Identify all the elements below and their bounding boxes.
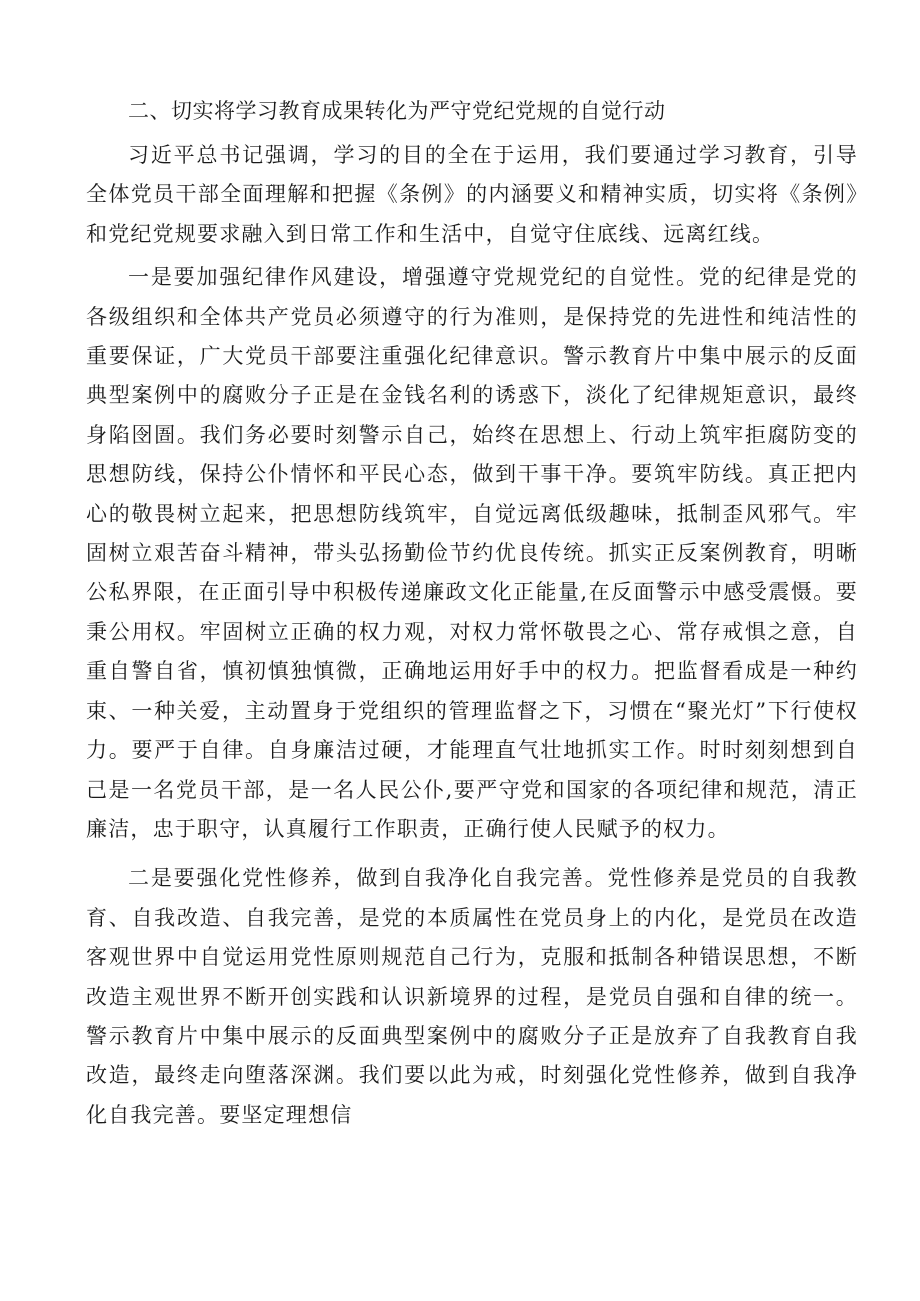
section-heading: 二、切实将学习教育成果转化为严守党纪党规的自觉行动 bbox=[128, 99, 666, 123]
document-body bbox=[86, 92, 858, 1139]
paragraph-discipline: 一是要加强纪律作风建设，增强遵守党规党纪的自觉性。党的纪律是党的各级组织和全体共产党员必须遵守的行为准则，是保持党的先进性和纯洁性的重要保证，广大党员干部要注重强化纪律意识。警示教育片中集中展示的反面典型案例中的腐败分子正是在金钱名利的诱惑下，淡化了纪律规矩意识，最终身陷囹圄。我们务必要时刻警示自己，始终在思想上、行动上筑牢拒腐防变的思想防线，保持公仆情怀和平民心态，做到干事干净。要筑牢防线。真正把内心的敬畏树立起来，把思想防线筑牢，自觉远离低级趣味，抵制歪风邪气。牢固树立艰苦奋斗精神，带头弘扬勤俭节约优良传统。抓实正反案例教育，明晰公私界限，在正面引导中积极传递廉政文化正能量,在反面警示中感受震慑。要秉公用权。牢固树立正确的权力观，对权力常怀敬畏之心、常存戒惧之意，自重自警自省，慎初慎独慎微，正确地运用好手中的权力。把监督看成是一种约束、一种关爱，主动置身于党组织的管理监督之下，习惯在“聚光灯”下行使权力。要严于自律。自身廉洁过硬，才能理直气壮地抓实工作。时时刻刻想到自己是一名党员干部，是一名人民公仆,要严守党和国家的各项纪律和规范，清正廉洁，忠于职守，认真履行工作职责，正确行使人民赋予的权力。 bbox=[86, 265, 858, 841]
paragraph-party-spirit: 二是要强化党性修养，做到自我净化自我完善。党性修养是党员的自我教育、自我改造、自我完善，是党的本质属性在党员身上的内化，是党员在改造客观世界中自觉运用党性原则规范自己行为，克服和抵制各种错误思想，不断改造主观世界不断开创实践和认识新境界的过程，是党员自强和自律的统一。警示教育片中集中展示的反面典型案例中的腐败分子正是放弃了自我教育自我改造，最终走向堕落深渊。我们要以此为戒，时刻强化党性修养，做到自我净化自我完善。要坚定理想信 bbox=[86, 866, 858, 1127]
paragraph-intro: 习近平总书记强调，学习的目的全在于运用，我们要通过学习教育，引导全体党员干部全面理解和把握《条例》的内涵要义和精神实质，切实将《条例》和党纪党规要求融入到日常工作和生活中，自觉守住底线、远离红线。 bbox=[86, 143, 858, 246]
